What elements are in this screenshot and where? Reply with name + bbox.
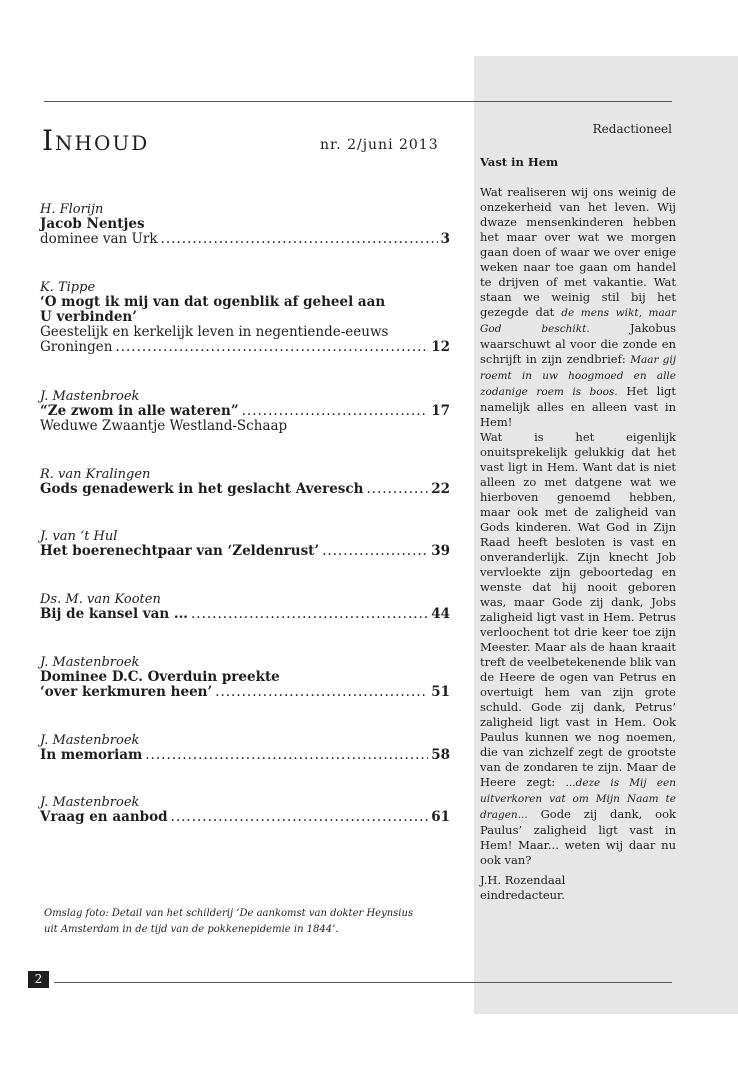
paragraph-text: Gode zij dank, ook Paulus’ zaligheid ligt vast in Hem! Maar... weten wij daar nu ook van? bbox=[480, 807, 676, 867]
toc-entry[interactable] bbox=[40, 592, 450, 622]
toc-leader-dots bbox=[322, 544, 428, 559]
paragraph-text: Jakobus waarschuwt al voor die zonde en schrijft in zijn zendbrief: bbox=[480, 321, 677, 366]
toc-line bbox=[40, 685, 450, 700]
toc-page-number: 22 bbox=[431, 481, 450, 497]
toc-line bbox=[40, 232, 450, 247]
toc-line bbox=[40, 482, 450, 497]
toc-entry[interactable] bbox=[40, 467, 450, 497]
toc-author: J. Mastenbroek bbox=[40, 655, 140, 670]
signature-name: J.H. Rozendaal bbox=[480, 873, 566, 887]
cover-caption: Omslag foto: Detail van het schilderij ‘De aankomst van dokter Heynsius uit Amsterdam in de tijd van de pokkenepidemie in 1844’. bbox=[44, 908, 414, 935]
toc-author: J. Mastenbroek bbox=[40, 389, 140, 404]
toc-author: K. Tippe bbox=[40, 280, 96, 295]
toc-entry[interactable] bbox=[40, 529, 450, 559]
toc-entry[interactable] bbox=[40, 733, 450, 763]
quote-text: de mens wikt, maar God beschikt. bbox=[480, 307, 676, 335]
toc-line bbox=[40, 404, 450, 419]
toc-entry[interactable] bbox=[40, 202, 450, 247]
toc-leader-dots bbox=[171, 810, 429, 825]
toc-leader-dots bbox=[145, 748, 428, 763]
toc-line-text: ‘over kerkmuren heen’ bbox=[40, 684, 213, 700]
toc-title: Dominee D.C. Overduin preekte bbox=[40, 669, 280, 685]
toc-page-number: 61 bbox=[431, 809, 450, 825]
editorial-body bbox=[480, 185, 676, 868]
toc-title: ‘O mogt ik mij van dat ogenblik af geheel aan bbox=[40, 294, 386, 310]
toc-line-text: Groningen bbox=[40, 339, 113, 355]
editorial-signature bbox=[480, 873, 565, 903]
editorial-paragraph bbox=[480, 185, 676, 430]
signature-role: eindredacteur. bbox=[480, 888, 565, 902]
toc-title: U verbinden’ bbox=[40, 309, 137, 325]
toc-entry[interactable] bbox=[40, 795, 450, 825]
toc-entry[interactable] bbox=[40, 389, 450, 434]
toc-page-number: 51 bbox=[431, 684, 450, 700]
toc-line-text: Bij de kansel van ... bbox=[40, 606, 188, 622]
toc-line bbox=[40, 607, 450, 622]
quote-text: ...deze is Mij een uitverkoren vat om Mijn Naam te dragen... bbox=[480, 777, 676, 821]
toc-page-number: 12 bbox=[431, 339, 450, 355]
toc-page-number: 17 bbox=[431, 403, 450, 419]
top-divider bbox=[44, 101, 672, 102]
toc-leader-dots bbox=[242, 404, 429, 419]
section-label: Redactioneel bbox=[592, 122, 672, 136]
toc-leader-dots bbox=[191, 607, 428, 622]
toc-page-number: 58 bbox=[431, 747, 450, 763]
toc-leader-dots bbox=[215, 685, 428, 700]
paragraph-text: Het ligt namelijk alles en alleen vast in Hem! bbox=[480, 384, 676, 429]
issue-label: nr. 2/juni 2013 bbox=[320, 137, 439, 153]
toc-page-number: 39 bbox=[431, 543, 450, 559]
toc-author: J. Mastenbroek bbox=[40, 795, 140, 810]
toc-line bbox=[40, 544, 450, 559]
toc-line-text: Vraag en aanbod bbox=[40, 809, 168, 825]
toc-leader-dots bbox=[115, 340, 428, 355]
toc-author: J. Mastenbroek bbox=[40, 733, 140, 748]
toc-line bbox=[40, 340, 450, 355]
quote-text: Maar gij roemt in uw hoogmoed en alle zodanige roem is boos. bbox=[480, 354, 676, 398]
toc-subtitle: Geestelijk en kerkelijk leven in negentiende-eeuws bbox=[40, 324, 389, 340]
toc-title: Jacob Nentjes bbox=[40, 216, 145, 232]
editorial-heading: Vast in Hem bbox=[480, 155, 559, 169]
toc-leader-dots bbox=[366, 482, 428, 497]
page-title: Inhoud bbox=[42, 124, 150, 157]
toc-line-text: In memoriam bbox=[40, 747, 143, 763]
toc-subtitle: Weduwe Zwaantje Westland-Schaap bbox=[40, 418, 288, 434]
paragraph-text: Wat realiseren wij ons weinig de onzekerheid van het leven. Wij dwaze mensenkinderen hebben het maar over wat we morgen gaan doen of waar we over enige weken naar toe gaan om handel te drijven of met vakantie. Wat staan we weinig stil bij het gezegde dat bbox=[480, 185, 676, 319]
toc-author: R. van Kralingen bbox=[40, 467, 151, 482]
toc-line-text: dominee van Urk bbox=[40, 231, 158, 247]
page-number: 2 bbox=[28, 971, 49, 988]
toc-line-text: Gods genadewerk in het geslacht Averesch bbox=[40, 481, 364, 497]
toc-author: H. Florijn bbox=[40, 202, 104, 217]
toc-entry[interactable] bbox=[40, 655, 450, 700]
toc-author: Ds. M. van Kooten bbox=[40, 592, 161, 607]
toc-leader-dots bbox=[161, 232, 438, 247]
toc-entry[interactable] bbox=[40, 280, 450, 355]
toc-line bbox=[40, 748, 450, 763]
editorial-paragraph bbox=[480, 430, 676, 868]
toc-line bbox=[40, 810, 450, 825]
toc-page-number: 3 bbox=[440, 231, 450, 247]
toc-author: J. van ‘t Hul bbox=[40, 529, 118, 544]
toc-page-number: 44 bbox=[431, 606, 450, 622]
paragraph-text: Wat is het eigenlijk onuitsprekelijk gelukkig dat het vast ligt in Hem. Want dat is niet alleen zo met datgene wat we hierboven genoemd hebben, maar ook met de zaligheid van Gods kinderen. Wat God in Zijn Raad heeft besloten is vast en onveranderlijk. Zijn knecht Job vervloekte zijn geboortedag en wenste dat hij nooit geboren was, maar Gode zij dank, Jobs zaligheid ligt vast in Hem. Petrus verloochent tot drie keer toe zijn Meester. Maar als de haan kraait treft de veelbetekenende blik van de Heere de ogen van Petrus en overtuigt hem van zijn grote schuld. Gode zij dank, Petrus’ zaligheid ligt vast in Hem. Ook Paulus kunnen we nog noemen, die van zichzelf zegt de grootste van de zondaren te zijn. Maar de Heere zegt: bbox=[480, 430, 676, 789]
toc-line-text: Het boerenechtpaar van ‘Zeldenrust’ bbox=[40, 543, 320, 559]
toc-line-text: “Ze zwom in alle wateren” bbox=[40, 403, 239, 419]
bottom-divider bbox=[54, 982, 672, 983]
